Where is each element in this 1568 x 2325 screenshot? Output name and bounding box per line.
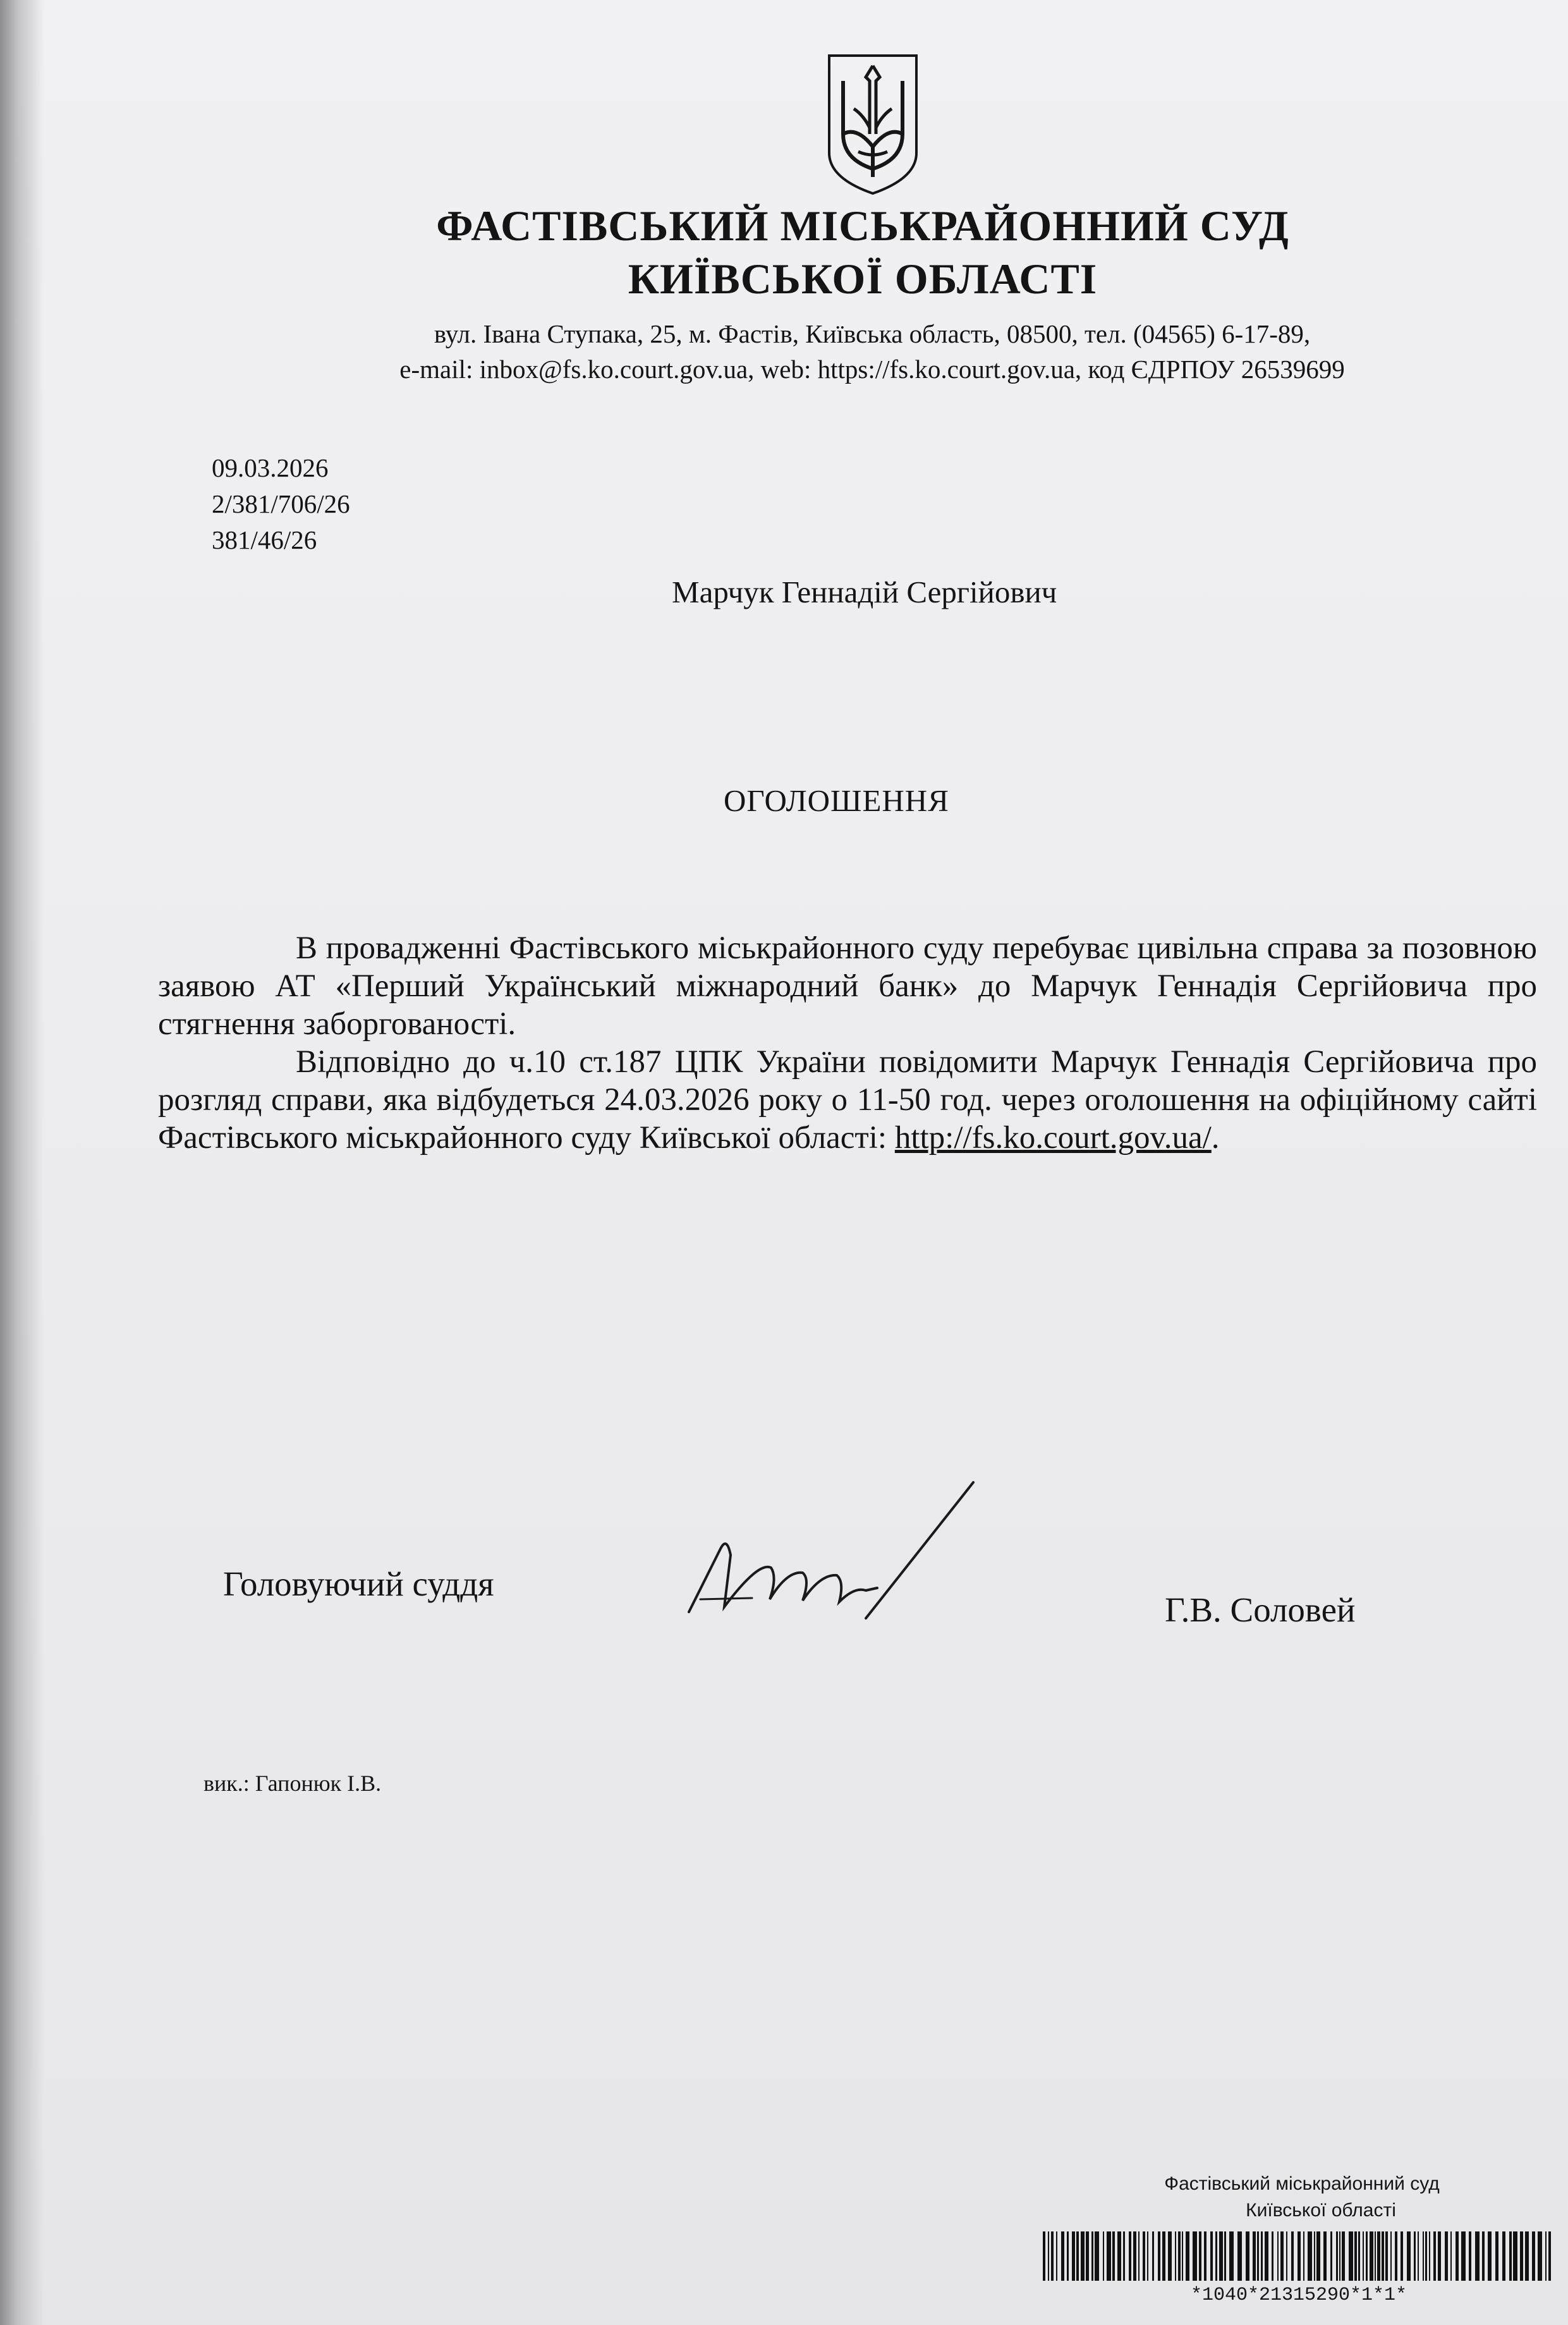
barcode-bar bbox=[1117, 2231, 1121, 2281]
barcode-bar bbox=[1072, 2231, 1075, 2281]
barcode-bar bbox=[1395, 2231, 1397, 2281]
body-paragraph-2-text: Відповідно до ч.10 ст.187 ЦПК України повідомити Марчук Геннадія Сергійовича про розгляд справи, яка відбудеться 24.03.2026 року о 11-50 год. через оголошення на офіційному сайті Фастівського міськрайонного суду Київської області: bbox=[158, 1044, 1537, 1156]
court-title-line1: ФАСТІВСЬКИЙ МІСЬКРАЙОННИЙ СУД bbox=[436, 202, 1289, 250]
barcode-bar bbox=[1286, 2231, 1287, 2281]
barcode-bar bbox=[1303, 2231, 1304, 2281]
barcode-bar bbox=[1199, 2231, 1201, 2281]
barcode-bar bbox=[1280, 2231, 1284, 2281]
barcode-bar bbox=[1129, 2231, 1131, 2281]
case-number: 2/381/706/26 bbox=[212, 489, 350, 518]
barcode-bar bbox=[1123, 2231, 1125, 2281]
barcode-bar bbox=[1272, 2231, 1273, 2281]
barcode-bar bbox=[1414, 2231, 1416, 2281]
barcode-bar bbox=[1548, 2231, 1551, 2281]
barcode-bar bbox=[1488, 2231, 1492, 2281]
barcode-bar bbox=[1316, 2231, 1320, 2281]
barcode-bar bbox=[1545, 2231, 1547, 2281]
barcode-bar bbox=[1175, 2231, 1176, 2281]
barcode-bar bbox=[1193, 2231, 1197, 2281]
barcode-bar bbox=[1425, 2231, 1427, 2281]
court-email-web: e-mail: inbox@fs.ko.court.gov.ua, web: https://fs.ko.court.gov.ua, код ЄДРПОУ 26539699 bbox=[399, 355, 1345, 384]
barcode-bar bbox=[1354, 2231, 1357, 2281]
barcode-bar bbox=[1147, 2231, 1148, 2281]
barcode-bar bbox=[1377, 2231, 1380, 2281]
body-paragraph-2 bbox=[158, 1043, 1537, 1157]
court-title bbox=[354, 199, 1371, 305]
barcode-bar bbox=[1152, 2231, 1154, 2281]
document-date: 09.03.2026 bbox=[212, 453, 329, 482]
barcode-bar bbox=[1502, 2231, 1505, 2281]
judge-role: Головуючий суддя bbox=[223, 1565, 494, 1603]
barcode-bar bbox=[1043, 2231, 1045, 2281]
barcode-bar bbox=[1349, 2231, 1353, 2281]
barcode-bar bbox=[1456, 2231, 1459, 2281]
barcode-bar bbox=[1277, 2231, 1279, 2281]
barcode-bar bbox=[1532, 2231, 1535, 2281]
barcode-bar bbox=[1429, 2231, 1430, 2281]
barcode bbox=[1043, 2231, 1555, 2281]
barcode-bar bbox=[1342, 2231, 1345, 2281]
barcode-bar bbox=[1445, 2231, 1448, 2281]
barcode-bar bbox=[1081, 2231, 1085, 2281]
court-title-line2: КИЇВСЬКОЇ ОБЛАСТІ bbox=[628, 255, 1098, 303]
barcode-bar bbox=[1095, 2231, 1099, 2281]
barcode-bar bbox=[1520, 2231, 1523, 2281]
announcement-body bbox=[158, 929, 1537, 1157]
barcode-bar bbox=[1237, 2231, 1242, 2281]
body-paragraph-2-end: . bbox=[1211, 1120, 1220, 1156]
barcode-bar bbox=[1385, 2231, 1388, 2281]
barcode-bar bbox=[1056, 2231, 1057, 2281]
court-website-link[interactable]: http://fs.ko.court.gov.ua/ bbox=[894, 1120, 1212, 1156]
barcode-bar bbox=[1076, 2231, 1079, 2281]
barcode-bar bbox=[1178, 2231, 1181, 2281]
barcode-bar bbox=[1401, 2231, 1403, 2281]
barcode-bar bbox=[1215, 2231, 1217, 2281]
barcode-bar bbox=[1495, 2231, 1498, 2281]
barcode-bar bbox=[1363, 2231, 1364, 2281]
barcode-bar bbox=[1051, 2231, 1054, 2281]
coat-of-arms-icon bbox=[825, 52, 920, 197]
handwritten-signature bbox=[676, 1467, 1005, 1631]
barcode-bar bbox=[1423, 2231, 1424, 2281]
proceeding-number: 381/46/26 bbox=[212, 525, 317, 554]
barcode-bar bbox=[1253, 2231, 1256, 2281]
barcode-bar bbox=[1048, 2231, 1049, 2281]
barcode-bar bbox=[1224, 2231, 1226, 2281]
barcode-bar bbox=[1210, 2231, 1213, 2281]
barcode-bar bbox=[1314, 2231, 1315, 2281]
page-edge-shadow bbox=[0, 0, 44, 2325]
barcode-bar bbox=[1330, 2231, 1332, 2281]
barcode-bar bbox=[1229, 2231, 1234, 2281]
barcode-bar bbox=[1091, 2231, 1093, 2281]
barcode-bar bbox=[1475, 2231, 1480, 2281]
barcode-number: *1040*21315290*1*1* bbox=[1190, 2285, 1407, 2306]
barcode-bar bbox=[1061, 2231, 1064, 2281]
barcode-bar bbox=[1482, 2231, 1485, 2281]
barcode-bar bbox=[1407, 2231, 1411, 2281]
barcode-bar bbox=[1461, 2231, 1466, 2281]
barcode-bar bbox=[1103, 2231, 1104, 2281]
judge-name: Г.В. Соловей bbox=[1165, 1590, 1356, 1629]
barcode-bar bbox=[1450, 2231, 1452, 2281]
stamp-court-name: Фастівський міськрайонний суд bbox=[1164, 2173, 1440, 2194]
barcode-bar bbox=[1339, 2231, 1340, 2281]
barcode-bar bbox=[1509, 2231, 1512, 2281]
barcode-bar bbox=[1186, 2231, 1189, 2281]
barcode-bar bbox=[1298, 2231, 1301, 2281]
barcode-bar bbox=[1308, 2231, 1312, 2281]
barcode-bar bbox=[1261, 2231, 1263, 2281]
barcode-bar bbox=[1375, 2231, 1376, 2281]
barcode-bar bbox=[1067, 2231, 1069, 2281]
barcode-bar bbox=[1162, 2231, 1165, 2281]
recipient-name: Марчук Геннадій Сергійович bbox=[672, 575, 1057, 609]
barcode-bar bbox=[1513, 2231, 1517, 2281]
body-paragraph-1: В провадженні Фастівського міськрайонного суду перебуває цивільна справа за позовною заявою АТ «Перший Український міжнародний банк» до Марчук Геннадія Сергійовича про стягнення заборгованості. bbox=[158, 931, 1537, 1042]
barcode-bar bbox=[1323, 2231, 1327, 2281]
barcode-bar bbox=[1168, 2231, 1172, 2281]
barcode-bar bbox=[1358, 2231, 1360, 2281]
barcode-bar bbox=[1370, 2231, 1373, 2281]
barcode-bar bbox=[1433, 2231, 1436, 2281]
document-meta bbox=[212, 450, 350, 558]
barcode-bar bbox=[1182, 2231, 1183, 2281]
barcode-bar bbox=[1246, 2231, 1249, 2281]
barcode-bar bbox=[1086, 2231, 1089, 2281]
executor-name: вик.: Гапонюк І.В. bbox=[204, 1771, 382, 1796]
barcode-bar bbox=[1138, 2231, 1140, 2281]
court-contacts bbox=[329, 316, 1416, 387]
barcode-bar bbox=[1366, 2231, 1368, 2281]
announcement-heading: ОГОЛОШЕННЯ bbox=[724, 783, 949, 818]
barcode-bar bbox=[1204, 2231, 1206, 2281]
barcode-bar bbox=[1265, 2231, 1268, 2281]
barcode-bar bbox=[1336, 2231, 1338, 2281]
barcode-bar bbox=[1382, 2231, 1384, 2281]
barcode-bar bbox=[1418, 2231, 1419, 2281]
barcode-bar bbox=[1538, 2231, 1542, 2281]
barcode-bar bbox=[1219, 2231, 1223, 2281]
barcode-bar bbox=[1438, 2231, 1441, 2281]
barcode-bar bbox=[1257, 2231, 1259, 2281]
barcode-bar bbox=[1469, 2231, 1471, 2281]
stamp-region: Київської області bbox=[1246, 2200, 1396, 2221]
barcode-bar bbox=[1112, 2231, 1115, 2281]
court-address: вул. Івана Ступака, 25, м. Фастів, Київська область, 08500, тел. (04565) 6-17-89, bbox=[434, 319, 1311, 348]
barcode-bar bbox=[1291, 2231, 1294, 2281]
barcode-bar bbox=[1525, 2231, 1529, 2281]
barcode-bar bbox=[1390, 2231, 1392, 2281]
barcode-bar bbox=[1143, 2231, 1145, 2281]
barcode-bar bbox=[1133, 2231, 1136, 2281]
barcode-bar bbox=[1158, 2231, 1160, 2281]
barcode-bar bbox=[1107, 2231, 1111, 2281]
